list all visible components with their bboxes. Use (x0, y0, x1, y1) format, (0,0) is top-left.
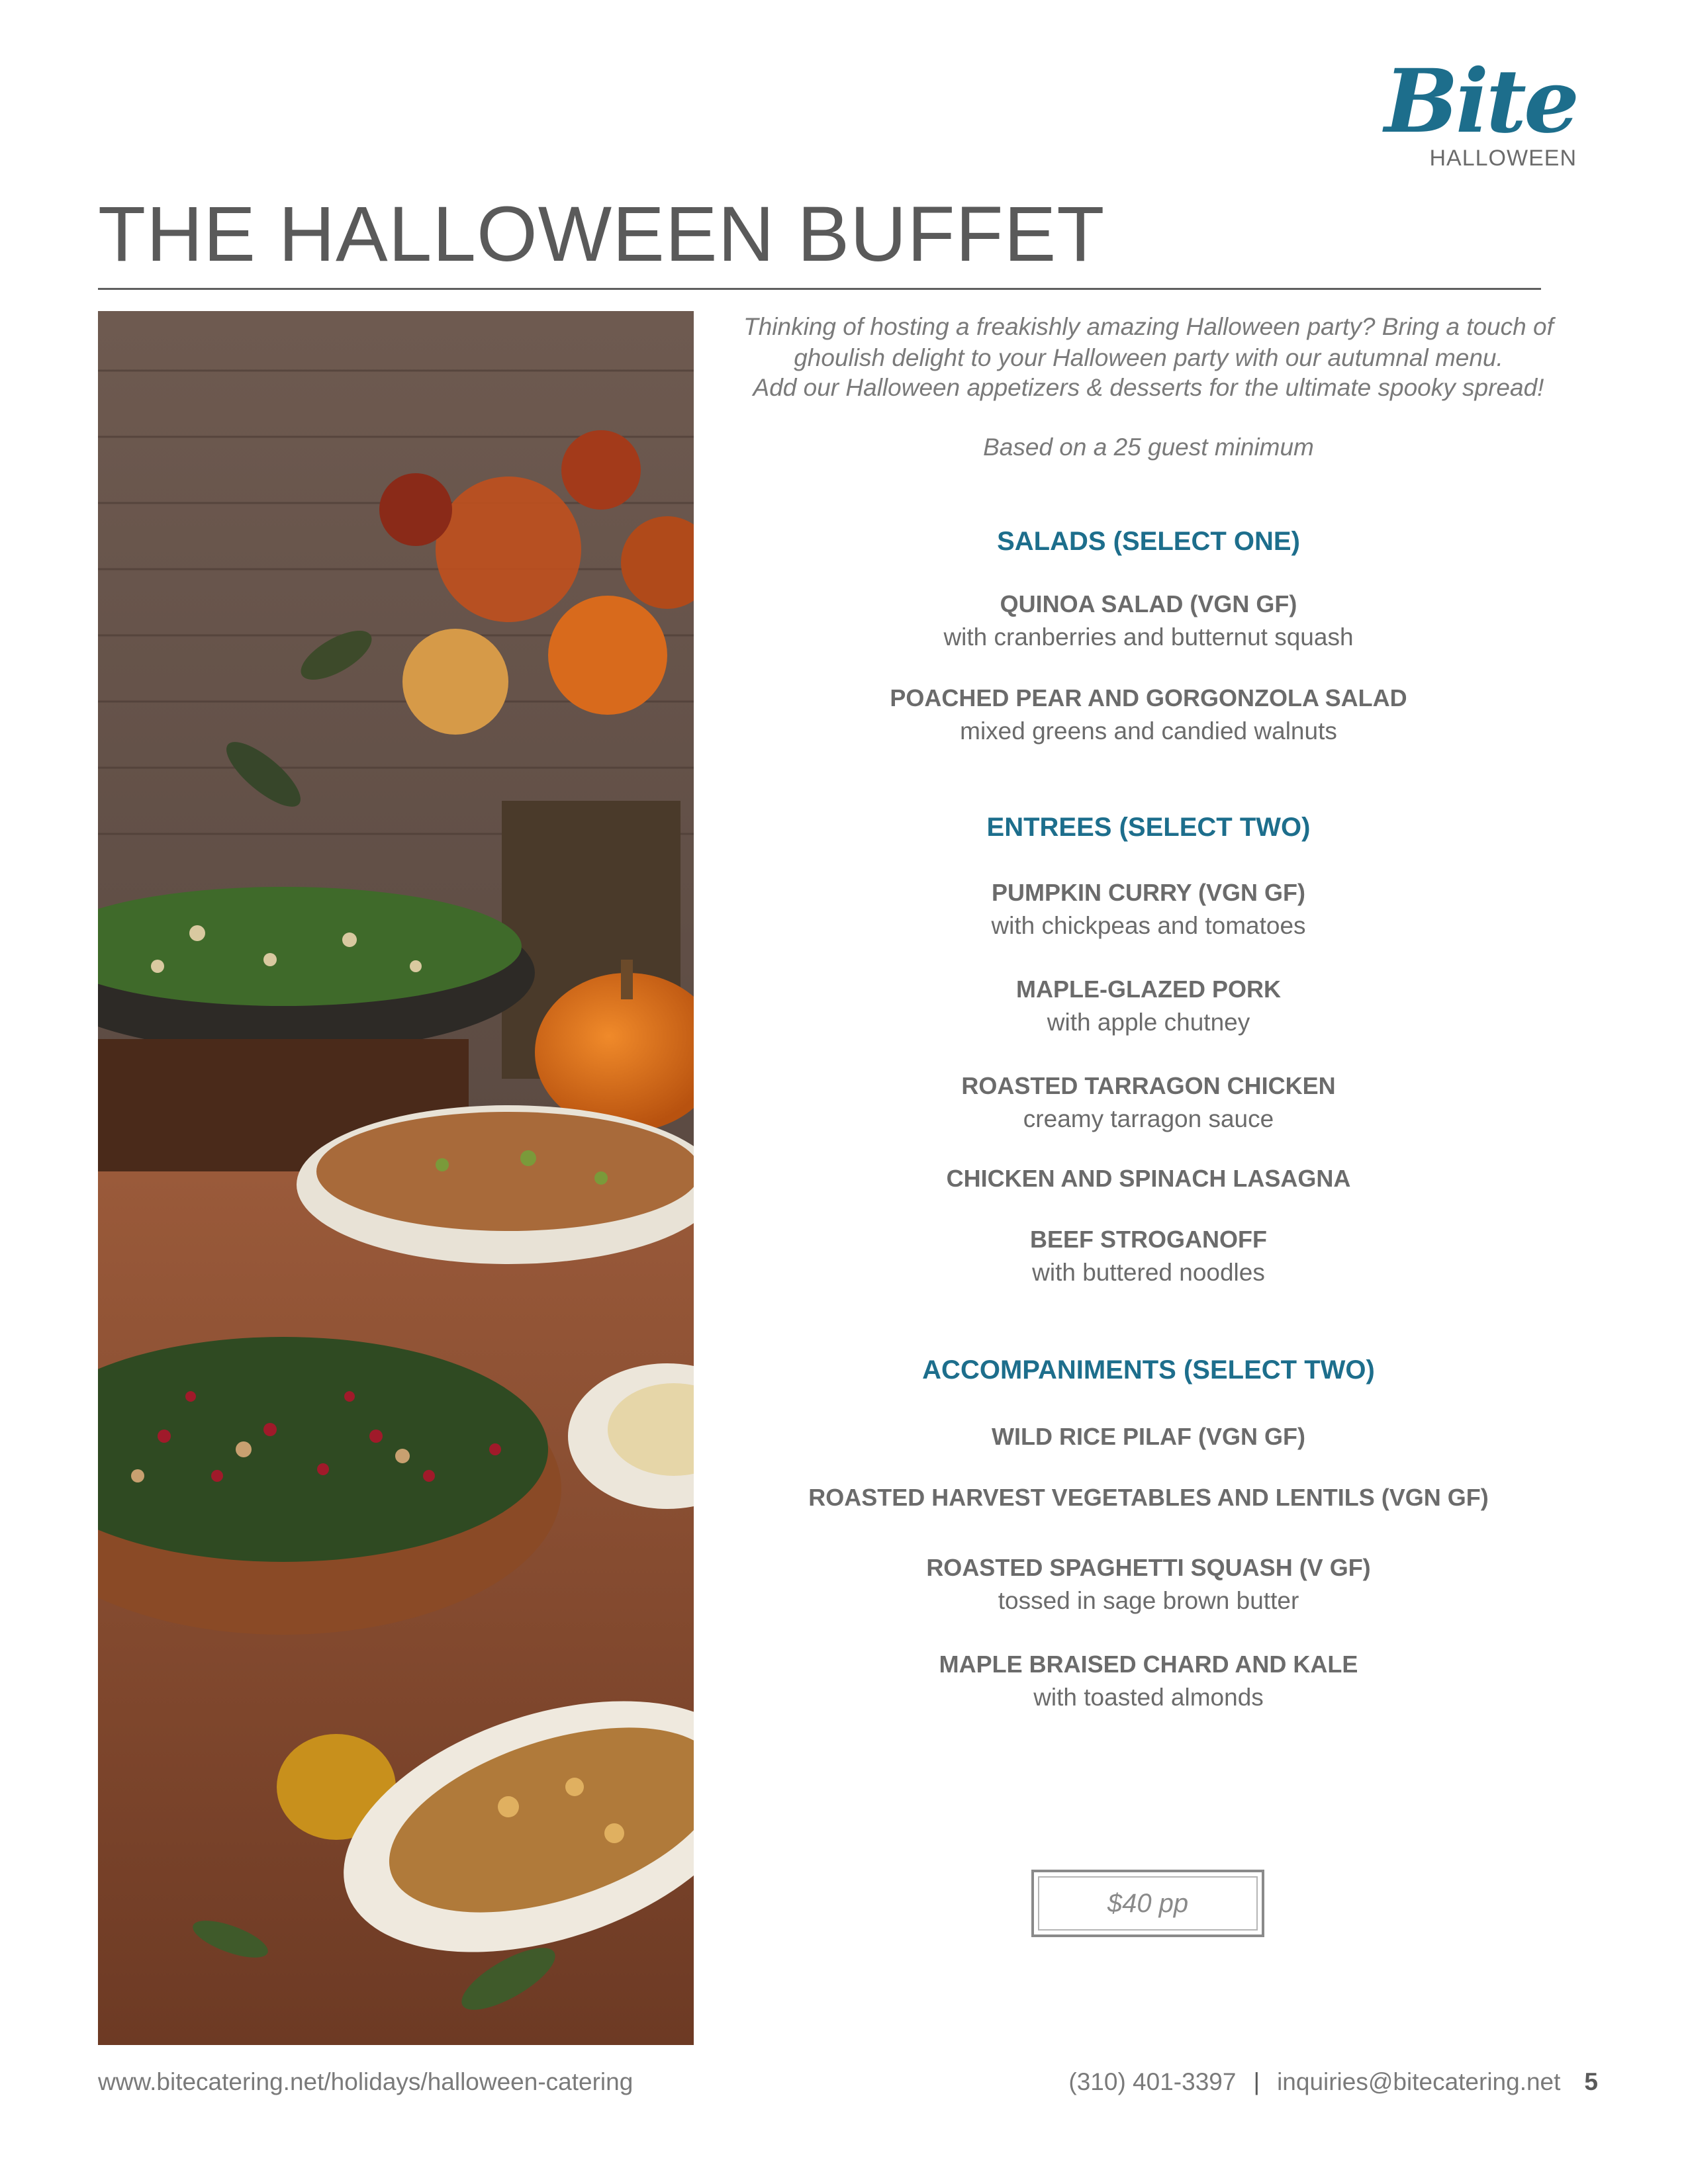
item-name: WILD RICE PILAF (VGN GF) (992, 1423, 1305, 1450)
menu-item (718, 588, 1579, 654)
item-name: QUINOA SALAD (VGN GF) (1000, 590, 1297, 617)
buffet-photo-illustration (98, 311, 694, 2045)
section-accompaniments (718, 1355, 1579, 1385)
item-desc: creamy tarragon sauce (1023, 1105, 1274, 1132)
item-desc: tossed in sage brown butter (998, 1587, 1299, 1614)
menu-item (718, 1551, 1579, 1617)
intro-line-4: Based on a 25 guest minimum (983, 433, 1314, 461)
intro-line-1: Thinking of hosting a freakishly amazing Halloween party? Bring a touch of (743, 313, 1554, 340)
item-name: ROASTED HARVEST VEGETABLES AND LENTILS (VGN GF) (808, 1484, 1489, 1511)
menu-item (718, 1069, 1579, 1136)
item-name: BEEF STROGANOFF (1030, 1226, 1267, 1253)
item-name: PUMPKIN CURRY (VGN GF) (991, 879, 1305, 906)
menu-item (718, 682, 1579, 748)
footer-phone[interactable]: (310) 401-3397 (1068, 2068, 1237, 2095)
menu-item (718, 1420, 1579, 1453)
item-name: MAPLE BRAISED CHARD AND KALE (939, 1651, 1358, 1678)
menu-item (718, 1162, 1579, 1195)
footer-contact (1068, 2068, 1598, 2096)
section-salads (718, 527, 1579, 557)
item-desc: mixed greens and candied walnuts (960, 717, 1337, 745)
item-name: ROASTED SPAGHETTI SQUASH (V GF) (926, 1554, 1371, 1581)
price-label: $40 pp (1107, 1888, 1189, 1918)
item-desc: with cranberries and butternut squash (943, 623, 1354, 651)
section-heading-entrees: ENTREES (SELECT TWO) (986, 813, 1311, 842)
page-title: THE HALLOWEEN BUFFET (98, 191, 1105, 278)
footer-email[interactable]: inquiries@bitecatering.net (1277, 2068, 1561, 2095)
section-heading-salads: SALADS (SELECT ONE) (997, 527, 1300, 556)
intro-block-2 (718, 372, 1579, 403)
section-entrees (718, 813, 1579, 842)
item-name: ROASTED TARRAGON CHICKEN (961, 1072, 1336, 1099)
footer-separator: | (1253, 2068, 1260, 2095)
menu-item (718, 1481, 1579, 1514)
menu-item (718, 973, 1579, 1039)
item-desc: with toasted almonds (1033, 1684, 1264, 1711)
buffet-photo (98, 311, 694, 2045)
item-name: POACHED PEAR AND GORGONZOLA SALAD (890, 684, 1407, 711)
brand-logo (1378, 50, 1577, 177)
menu-item (718, 876, 1579, 942)
item-name: MAPLE-GLAZED PORK (1016, 976, 1281, 1003)
intro-block-3 (718, 432, 1579, 463)
intro-line-2: ghoulish delight to your Halloween party with our autumnal menu. (794, 344, 1503, 371)
menu-item (718, 1223, 1579, 1289)
menu-item (718, 1648, 1579, 1714)
intro-block (718, 311, 1579, 373)
page-number: 5 (1584, 2068, 1598, 2095)
item-desc: with chickpeas and tomatoes (991, 912, 1306, 939)
item-name: CHICKEN AND SPINACH LASAGNA (946, 1165, 1351, 1192)
item-desc: with apple chutney (1047, 1009, 1250, 1036)
price-box (1031, 1870, 1264, 1937)
title-divider (98, 288, 1541, 290)
footer-url[interactable]: www.bitecatering.net/holidays/halloween-catering (98, 2068, 633, 2095)
section-heading-accompaniments: ACCOMPANIMENTS (SELECT TWO) (922, 1355, 1375, 1385)
item-desc: with buttered noodles (1032, 1259, 1265, 1286)
intro-line-3: Add our Halloween appetizers & desserts for the ultimate spooky spread! (753, 374, 1544, 401)
logo-subtitle: HALLOWEEN (1429, 146, 1577, 171)
logo-script: Bite (1384, 50, 1577, 153)
